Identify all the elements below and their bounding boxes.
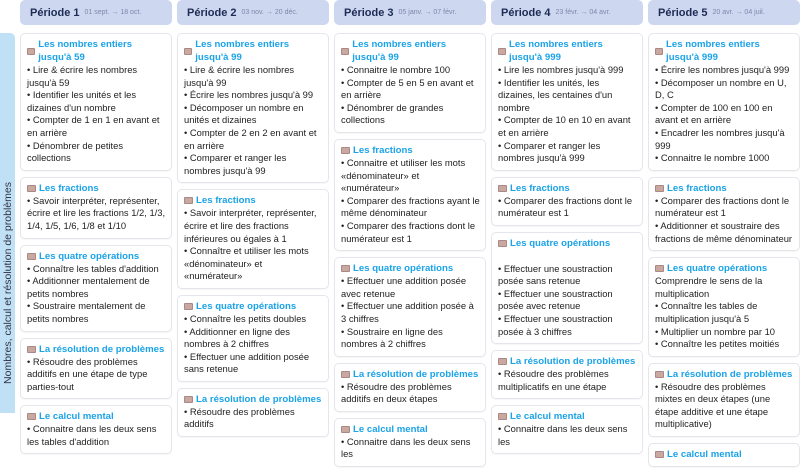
objective-item: • Identifier les unités, les dizaines, les centaines d'un nombre xyxy=(498,76,613,113)
objective-item: • Effectuer une soustraction posée avec retenue xyxy=(498,287,613,312)
objective-item: • Décomposer un nombre en unités et dizaines xyxy=(184,101,304,126)
book-icon xyxy=(341,265,350,272)
topic-title[interactable] xyxy=(27,250,166,263)
topic-card[interactable] xyxy=(491,350,643,399)
period-column xyxy=(334,0,486,473)
topic-title-text: Les quatre opérations xyxy=(667,263,768,275)
book-icon xyxy=(184,48,192,55)
objective-item: • Comparer des fractions ayant le même dénominateur xyxy=(341,194,480,219)
objective-item: • Résoudre des problèmes additifs en une étape de type parties-tout xyxy=(27,355,148,392)
topic-title-text: Les quatre opérations xyxy=(510,237,611,249)
topic-title-text: La résolution de problèmes xyxy=(39,343,165,355)
book-icon xyxy=(498,358,507,365)
book-icon xyxy=(655,451,664,458)
period-name: Période 1 xyxy=(30,6,80,19)
topic-title[interactable] xyxy=(655,38,794,64)
book-icon xyxy=(27,253,36,260)
topic-card[interactable] xyxy=(648,33,800,171)
topic-title-text: Les quatre opérations xyxy=(196,300,297,312)
objective-item: • Additionner en ligne des nombres à 2 chiffres xyxy=(184,325,290,350)
objective-item: • Effectuer une soustraction posée à 3 chiffres xyxy=(498,312,613,337)
objective-item: • Dénombrer de petites collections xyxy=(27,139,124,164)
period-header[interactable] xyxy=(334,0,486,25)
book-icon xyxy=(655,185,664,192)
topic-title[interactable] xyxy=(498,237,637,250)
topic-title[interactable] xyxy=(341,423,480,436)
objective-item: • Connaître les tables de multiplication jusqu'à 5 xyxy=(655,300,758,324)
objective-item: • Soustraire en ligne des nombres à 2 chiffres xyxy=(341,325,443,350)
topic-card[interactable] xyxy=(491,405,643,454)
topic-title-text: La résolution de problèmes xyxy=(510,356,636,368)
objective-item: • Connaître les petits doubles xyxy=(184,312,307,324)
topic-title-text: Les fractions xyxy=(510,182,570,194)
topic-card[interactable] xyxy=(20,245,172,332)
topic-title[interactable] xyxy=(655,368,794,381)
book-icon xyxy=(341,48,349,55)
objective-item: • Lire & écrire les nombres jusqu'à 59 xyxy=(27,64,138,88)
topic-card[interactable] xyxy=(334,257,486,357)
period-dates: 05 janv. → 07 févr. xyxy=(398,9,457,16)
objective-item: • Identifier les unités et les dizaines d'un nombre xyxy=(27,89,137,113)
book-icon xyxy=(341,371,350,378)
topic-title-text: La résolution de problèmes xyxy=(353,368,479,380)
topic-title[interactable] xyxy=(341,262,480,275)
topic-title[interactable] xyxy=(184,38,323,64)
book-icon xyxy=(184,303,193,310)
topic-card[interactable] xyxy=(20,405,172,454)
objective-item: • Résoudre des problèmes additifs en deux étapes xyxy=(341,380,452,405)
topic-card[interactable] xyxy=(20,338,172,400)
book-icon xyxy=(184,396,193,403)
book-icon xyxy=(655,48,663,55)
book-icon xyxy=(27,346,36,353)
objective-item: • Résoudre des problèmes mixtes en deux étapes (une étape additive et une étape multiplicative) xyxy=(655,380,771,430)
topic-title-text: Les nombres entiers jusqu'à 59 xyxy=(38,39,133,63)
objective-item: • Effectuer une addition posée à 3 chiffres xyxy=(341,300,474,324)
topic-title-text: Le calcul mental xyxy=(39,411,114,423)
period-name: Période 4 xyxy=(501,6,551,19)
objective-item: Comprendre le sens de la multiplication xyxy=(655,275,763,299)
topic-card[interactable] xyxy=(334,363,486,412)
objective-item: • Effectuer une addition posée avec retenue xyxy=(341,275,467,299)
objective-item: • Compter de 10 en 10 en avant et en arrière xyxy=(498,114,631,138)
period-column xyxy=(177,0,329,443)
topic-card[interactable] xyxy=(20,177,172,239)
topic-title[interactable] xyxy=(341,38,480,64)
objective-item: • Écrire les nombres jusqu'à 999 xyxy=(655,64,790,75)
topic-title-text: Le calcul mental xyxy=(353,423,428,435)
objective-item: • Connaître les petites moitiés xyxy=(655,338,780,350)
objective-item: • Dénombrer de grandes collections xyxy=(341,101,444,126)
topic-card[interactable] xyxy=(20,33,172,171)
objective-item: • Effectuer une soustraction posée sans retenue xyxy=(498,262,613,287)
domain-label-strip xyxy=(0,33,15,413)
period-column xyxy=(491,0,643,460)
topic-title[interactable] xyxy=(184,300,323,313)
book-icon xyxy=(341,426,350,433)
period-name: Période 2 xyxy=(187,6,237,19)
topic-title[interactable] xyxy=(655,182,794,195)
period-name: Période 5 xyxy=(658,6,708,19)
topic-title-text: Les nombres entiers jusqu'à 99 xyxy=(352,39,447,63)
book-icon xyxy=(498,48,506,55)
objective-item: • Connaitre le nombre 100 xyxy=(341,64,451,75)
topic-card[interactable] xyxy=(334,139,486,251)
topic-title-text: Les quatre opérations xyxy=(353,263,454,275)
topic-title[interactable] xyxy=(498,182,637,195)
topic-title-text: Les quatre opérations xyxy=(39,250,140,262)
topic-title[interactable] xyxy=(498,410,637,423)
topic-title-text: Les nombres entiers jusqu'à 999 xyxy=(666,39,760,63)
topic-card[interactable] xyxy=(177,189,329,289)
objective-item: • Décomposer un nombre en U, D, C xyxy=(655,76,787,101)
objective-item: • Savoir interpréter, représenter, écrire et lire les fractions 1/2, 1/3, 1/4, 1/5, 1/6, 1/8 et 1/10 xyxy=(27,194,166,231)
objective-item: • Écrire les nombres jusqu'à 99 xyxy=(184,89,314,101)
topic-title-text: Les fractions xyxy=(667,182,727,194)
objective-item: • Comparer des fractions dont le numérateur est 1 xyxy=(341,219,476,244)
objective-item: • Compter de 2 en 2 en avant et en arrière xyxy=(184,126,317,151)
objective-item: • Connaitre le nombre 1000 xyxy=(655,152,770,164)
period-column xyxy=(20,0,172,460)
objective-item: • Compter de 100 en 100 en avant et en arrière xyxy=(655,101,773,126)
period-dates: 03 nov. → 20 déc. xyxy=(241,9,298,16)
topic-title-text: Le calcul mental xyxy=(667,449,742,461)
book-icon xyxy=(27,48,35,55)
objective-item: • Compter de 5 en 5 en avant et en arrière xyxy=(341,76,474,101)
topic-card[interactable] xyxy=(334,33,486,133)
topic-title[interactable] xyxy=(184,194,323,207)
period-dates: 01 sept. → 18 oct. xyxy=(84,9,142,16)
objective-item: • Connaître les tables d'addition xyxy=(27,262,159,274)
objective-item: • Comparer et ranger les nombres jusqu'à 99 xyxy=(184,152,287,176)
topic-card[interactable] xyxy=(648,257,800,357)
objective-item: • Encadrer les nombres jusqu'à 999 xyxy=(655,126,785,151)
book-icon xyxy=(498,185,507,192)
topic-title[interactable] xyxy=(498,38,637,64)
objective-item: • Lire & écrire les nombres jusqu'à 99 xyxy=(184,64,295,88)
book-icon xyxy=(27,185,36,192)
objective-item: • Connaitre dans les deux sens les xyxy=(498,423,628,447)
period-column xyxy=(648,0,800,473)
topic-title-text: Les fractions xyxy=(196,195,256,207)
objective-item: • Additionner et soustraire des fractions de même dénominateur xyxy=(655,219,793,244)
topic-title-text: Le calcul mental xyxy=(510,411,585,423)
topic-title[interactable] xyxy=(27,38,166,64)
period-header[interactable] xyxy=(177,0,329,25)
objective-item: • Effectuer une addition posée sans retenue xyxy=(184,350,310,375)
objective-item: • Comparer des fractions dont le numérateur est 1 xyxy=(655,194,790,219)
topic-card[interactable] xyxy=(177,388,329,437)
objective-item: • Savoir interpréter, représenter, écrire et lire des fractions inférieures ou égales à 1 xyxy=(184,207,317,244)
topic-title[interactable] xyxy=(27,343,166,356)
objective-item: • Connaitre dans les deux sens les tables d'addition xyxy=(27,423,157,447)
topic-card[interactable] xyxy=(491,232,643,344)
topic-title-text: Les fractions xyxy=(353,144,413,156)
topic-title[interactable] xyxy=(27,410,166,423)
topic-card[interactable] xyxy=(491,33,643,171)
period-header[interactable] xyxy=(491,0,643,25)
topic-title-text: La résolution de problèmes xyxy=(196,393,322,405)
domain-label: Nombres, calcul et résolution de problèmes xyxy=(1,182,14,384)
topic-title[interactable] xyxy=(498,355,637,368)
topic-title-text: Les nombres entiers jusqu'à 999 xyxy=(509,39,603,63)
topic-card[interactable] xyxy=(491,177,643,226)
topic-title[interactable] xyxy=(341,368,480,381)
objective-item: • Additionner mentalement de petits nombres xyxy=(27,275,150,299)
topic-title[interactable] xyxy=(655,262,794,275)
period-header[interactable] xyxy=(648,0,800,25)
topic-title[interactable] xyxy=(341,144,480,157)
objective-item: • Connaitre dans les deux sens les xyxy=(341,435,471,460)
book-icon xyxy=(341,147,350,154)
objective-item: • Multiplier un nombre par 10 xyxy=(655,325,776,337)
period-name: Période 3 xyxy=(344,6,394,19)
book-icon xyxy=(27,413,36,420)
objective-item: • Résoudre des problèmes multiplicatifs en une étape xyxy=(498,368,609,392)
period-dates: 23 févr. → 04 avr. xyxy=(555,9,611,16)
topic-title[interactable] xyxy=(655,448,794,461)
topic-card[interactable] xyxy=(648,177,800,251)
book-icon xyxy=(655,265,664,272)
objective-item: • Soustraire mentalement de petits nombres xyxy=(27,300,146,324)
book-icon xyxy=(498,240,507,247)
objective-item: • Connaitre et utiliser les mots «dénominateur» et «numérateur» xyxy=(341,156,466,194)
objective-item xyxy=(498,250,637,263)
topic-card[interactable] xyxy=(177,33,329,183)
objective-item: • Connaître et utiliser les mots «dénominateur» et «numérateur» xyxy=(184,245,309,282)
period-header[interactable] xyxy=(20,0,172,25)
topic-title-text: Les nombres entiers jusqu'à 99 xyxy=(195,39,290,63)
objective-item: • Comparer des fractions dont le numérateur est 1 xyxy=(498,194,633,219)
topic-card[interactable] xyxy=(177,295,329,382)
period-dates: 20 avr. → 04 juil. xyxy=(712,9,765,16)
topic-card[interactable] xyxy=(334,418,486,467)
objective-item: • Résoudre des problèmes additifs xyxy=(184,405,295,430)
topic-title-text: Les fractions xyxy=(39,182,99,194)
objective-item: • Lire les nombres jusqu'à 999 xyxy=(498,64,624,75)
topic-title[interactable] xyxy=(27,182,166,195)
book-icon xyxy=(655,371,664,378)
book-icon xyxy=(498,413,507,420)
topic-card[interactable] xyxy=(648,443,800,467)
book-icon xyxy=(184,197,193,204)
topic-title-text: La résolution de problèmes xyxy=(667,368,793,380)
topic-title[interactable] xyxy=(184,393,323,406)
objective-item: • Compter de 1 en 1 en avant et en arrière xyxy=(27,114,160,138)
objective-item: • Comparer et ranger les nombres jusqu'à 999 xyxy=(498,139,601,164)
